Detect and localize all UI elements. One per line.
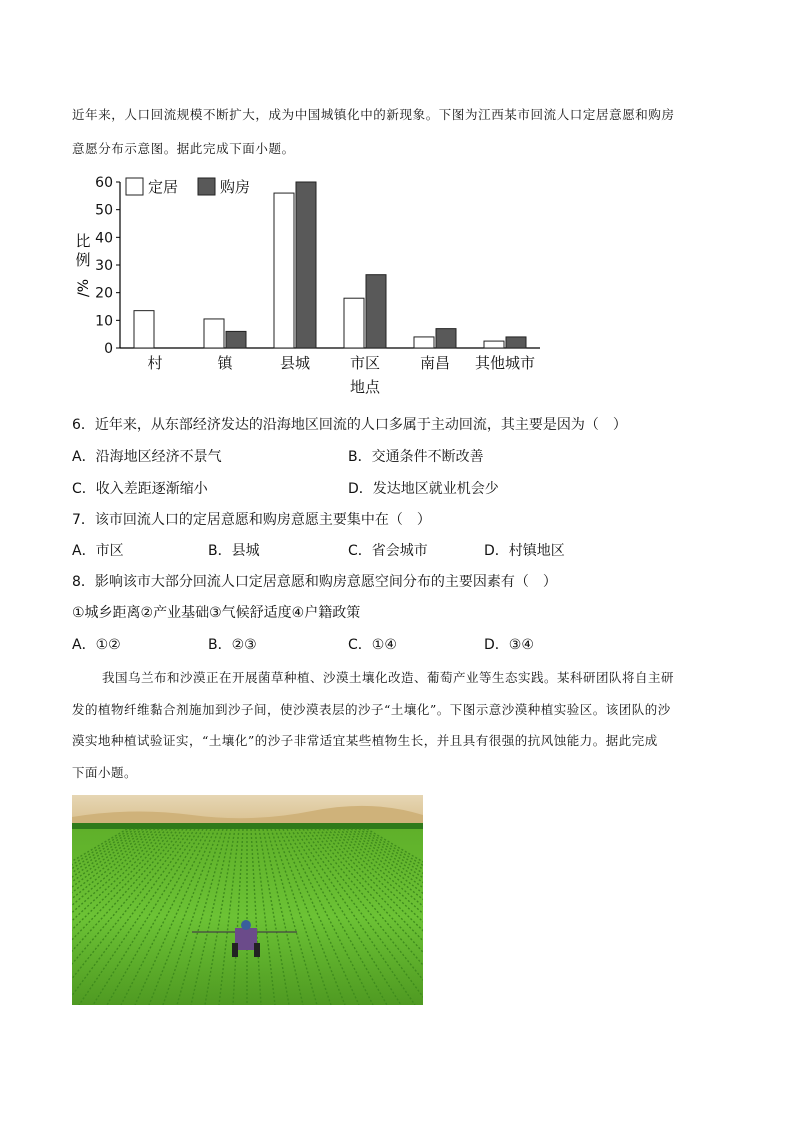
photo-illustration: [72, 795, 423, 1005]
legend-label: 购房: [220, 178, 251, 196]
y-tick-label: 40: [95, 230, 113, 247]
question-6-option-b: B．交通条件不断改善: [348, 449, 484, 465]
question-7-option-b: B．县城: [208, 543, 260, 559]
question-7-stem: 7．该市回流人口的定居意愿和购房意愿主要集中在（ ）: [72, 512, 431, 528]
question-7-option-c: C．省会城市: [348, 543, 428, 559]
legend-swatch: [198, 178, 215, 195]
question-7-option-d: D．村镇地区: [484, 543, 565, 559]
question-6-option-d: D．发达地区就业机会少: [348, 481, 499, 497]
bar-chart: [70, 170, 550, 402]
question-6-option-c: C．收入差距逐渐缩小: [72, 481, 208, 497]
reading-passage: [72, 662, 724, 788]
svg-text:例: 例: [75, 251, 91, 269]
x-tick-label: 市区: [349, 354, 381, 372]
bar-goufang: [296, 182, 316, 348]
x-tick-label: 南昌: [419, 354, 451, 372]
svg-text:比: 比: [75, 232, 91, 250]
y-tick-label: 20: [95, 285, 113, 302]
y-tick-label: 0: [104, 341, 113, 357]
bar-dingju: [134, 311, 154, 348]
y-tick-label: 50: [95, 202, 113, 219]
y-tick-label: 10: [95, 313, 113, 330]
question-6-stem: 6．近年来，从东部经济发达的沿海地区回流的人口多属于主动回流，其主要是因为（ ）: [72, 417, 627, 433]
bar-goufang: [506, 337, 526, 348]
question-7-option-a: A．市区: [72, 543, 124, 559]
bar-goufang: [366, 275, 386, 348]
question-8-factors: ①城乡距离②产业基础③气候舒适度④户籍政策: [72, 605, 361, 621]
y-tick-label: 30: [95, 258, 113, 274]
bar-goufang: [226, 331, 246, 348]
question-8-option-c: C．①④: [348, 637, 397, 653]
legend-label: 定居: [148, 178, 179, 196]
passage-line: 我国乌兰布和沙漠正在开展菌草种植、沙漠土壤化改造、葡萄产业等生态实践。某科研团队将自主研: [102, 670, 675, 685]
x-tick-label: 其他城市: [474, 354, 536, 372]
question-8-stem: 8．影响该市大部分回流人口定居意愿和购房意愿空间分布的主要因素有（ ）: [72, 574, 557, 590]
passage-line: 下面小题。: [72, 764, 138, 780]
x-axis-label: 地点: [349, 378, 381, 396]
question-8-option-a: A．①②: [72, 637, 121, 653]
bar-dingju: [344, 298, 364, 348]
x-tick-label: 县城: [279, 354, 311, 372]
x-tick-label: 镇: [217, 354, 233, 372]
bar-dingju: [414, 337, 434, 348]
passage-line: 漠实地种植试验证实，“土壤化”的沙子非常适宜某些植物生长，并且具有很强的抗风蚀能力。据此完成: [72, 733, 658, 748]
bar-dingju: [204, 319, 224, 348]
intro-line: 意愿分布示意图。据此完成下面小题。: [72, 141, 295, 156]
question-6-option-a: A．沿海地区经济不景气: [72, 449, 222, 465]
intro-line: 近年来，人口回流规模不断扩大，成为中国城镇化中的新现象。下图为江西某市回流人口定居意愿和购房: [72, 107, 675, 122]
passage-line: 发的植物纤维黏合剂施加到沙子间，使沙漠表层的沙子“土壤化”。下图示意沙漠种植实验区。该团队的沙: [72, 701, 671, 717]
x-tick-label: 村: [147, 354, 163, 372]
legend-swatch: [126, 178, 143, 195]
svg-text:/%: /%: [76, 278, 92, 298]
question-8-option-d: D．③④: [484, 637, 534, 653]
intro-paragraph: [72, 98, 724, 166]
bar-goufang: [436, 329, 456, 348]
question-8-option-b: B．②③: [208, 637, 257, 653]
bar-dingju: [274, 193, 294, 348]
bar-dingju: [484, 341, 504, 348]
y-tick-label: 60: [95, 175, 113, 191]
y-axis-label: [75, 232, 92, 297]
desert-farmland-photo: [72, 795, 423, 1005]
